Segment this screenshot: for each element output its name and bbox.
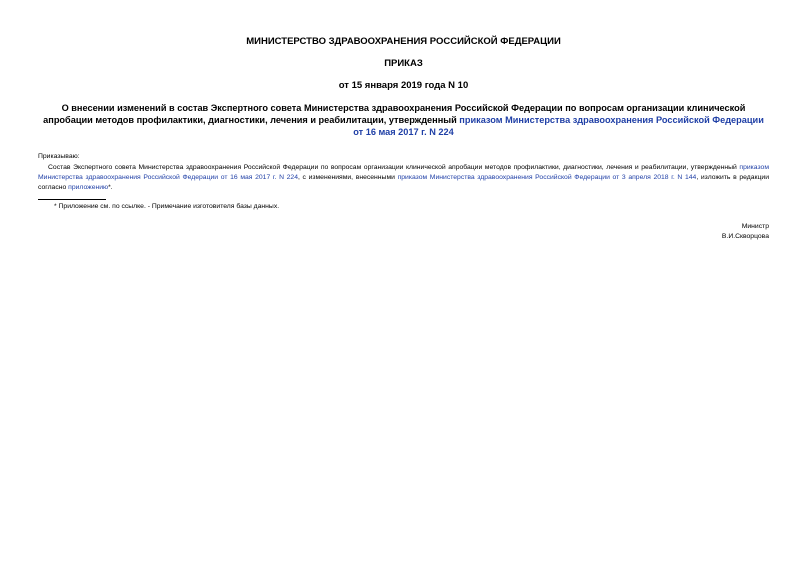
signature-name: В.И.Скворцова [721, 233, 769, 240]
signature-role: Министр [741, 223, 769, 230]
title-text: О внесении изменений в состав Экспертного совета Министерства здравоохранения Российской Федерации по вопросам организации клинической апробации методов профилактики, диагностики, лечения и реабилитации, утвержденный [43, 103, 746, 125]
date-number-heading: от 15 января 2019 года N 10 [338, 80, 469, 91]
order-main-paragraph [38, 163, 769, 193]
title-order-link[interactable]: приказом Министерства здравоохранения Российской Федерации от 16 мая 2017 г. N 224 [353, 115, 764, 137]
document-title [38, 102, 769, 138]
appendix-link[interactable]: приложению [68, 184, 109, 191]
document-type-heading: ПРИКАЗ [384, 58, 423, 69]
main-text-part-3: , изложить в редакции согласно [38, 174, 769, 191]
footnote-text: * Приложение см. по ссылке. - Примечание изготовителя базы данных. [54, 203, 280, 210]
main-text-part-1: Состав Экспертного совета Министерства здравоохранения Российской Федерации по вопросам организации клинической апробации методов профилактики, диагностики, лечения и реабилитации, утвержденный [48, 164, 740, 171]
order-144-link[interactable]: приказом Министерства здравоохранения Российской Федерации от 3 апреля 2018 г. N 144 [397, 174, 697, 181]
main-text-part-4: *. [108, 184, 113, 191]
ministry-heading: МИНИСТЕРСТВО ЗДРАВООХРАНЕНИЯ РОССИЙСКОЙ ФЕДЕРАЦИИ [246, 36, 561, 47]
document-page [38, 36, 769, 242]
footnote-divider [38, 199, 106, 200]
order-lead: Приказываю: [38, 153, 80, 160]
main-text-part-2: , с изменениями, внесенными [297, 174, 398, 181]
order-224-link[interactable]: приказом Министерства здравоохранения Российской Федерации от 16 мая 2017 г. N 224 [38, 164, 769, 181]
